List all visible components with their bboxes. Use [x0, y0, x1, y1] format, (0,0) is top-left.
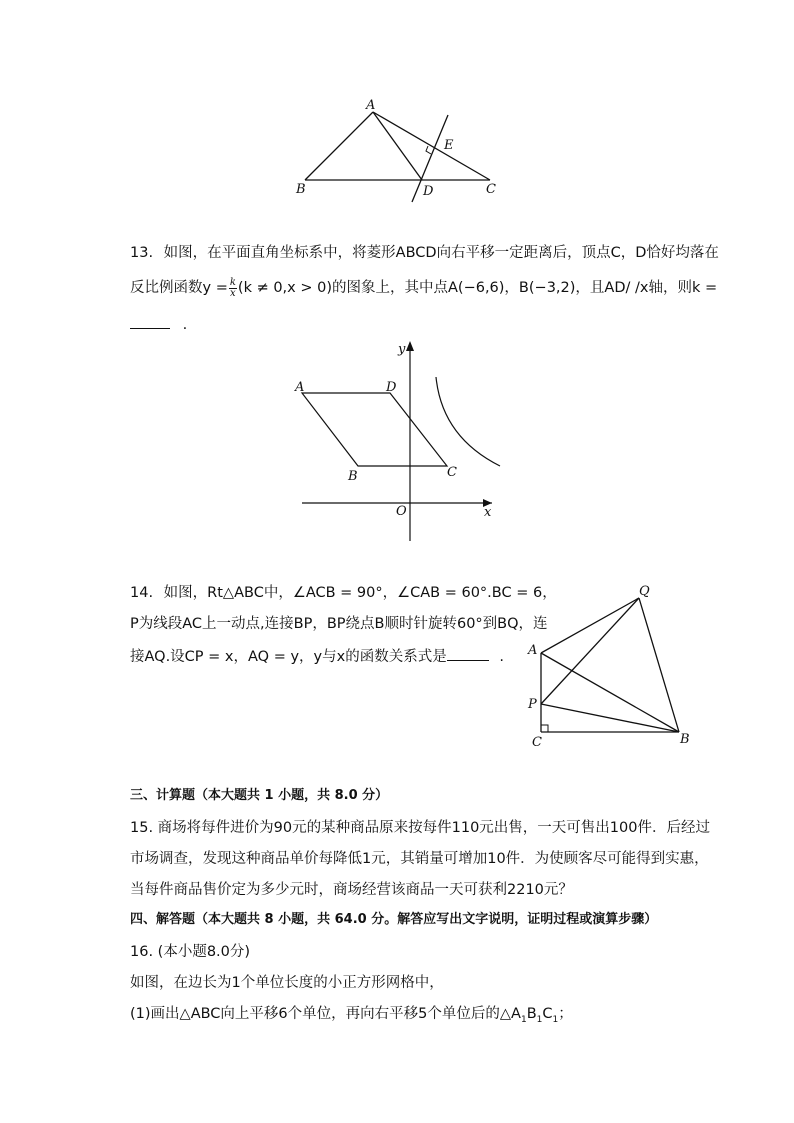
fraction-denominator: x — [230, 287, 236, 299]
label-x: x — [484, 505, 492, 520]
q13-line3 — [130, 314, 187, 336]
fraction-numerator: k — [229, 276, 236, 288]
label-Q: Q — [639, 584, 650, 599]
q14-text-line1: 如图，Rt△ABC中，∠ACB = 90°，∠CAB = 60°.BC = 6， — [163, 585, 557, 601]
q16-letter-C: C — [542, 1006, 553, 1022]
subscript-1: 1 — [552, 1014, 559, 1025]
figure-q12-triangle — [290, 90, 510, 210]
label-y: y — [398, 342, 406, 357]
q14-line3-end: . — [499, 649, 504, 665]
fraction-k-over-x — [229, 278, 237, 299]
q14-text-line3: 接AQ.设CP = x，AQ = y，y与x的函数关系式是 — [130, 649, 447, 665]
q15-line2: 市场调查，发现这种商品单价每降低1元，其销量可增加10件．为使顾客尽可能得到实惠， — [130, 851, 709, 867]
q16-line2-prefix: (1)画出△ABC向上平移6个单位，再向右平移5个单位后的△A — [130, 1006, 521, 1022]
q14-text-line2: P为线段AC上一动点,连接BP，BP绕点B顺时针旋转60°到BQ，连 — [130, 616, 548, 632]
q16-header: 16. (本小题8.0分) — [130, 944, 251, 960]
q13-line1 — [130, 242, 719, 264]
section-4-title: 四、解答题（本大题共 8 小题，共 64.0 分。解答应写出文字说明，证明过程或演算步骤） — [130, 912, 658, 927]
q13-line2 — [130, 277, 717, 299]
q13-line2-prefix: 反比例函数y = — [130, 280, 228, 296]
section-3-title: 三、计算题（本大题共 1 小题，共 8.0 分） — [130, 788, 389, 803]
q14-line3 — [130, 646, 504, 668]
label-A: A — [366, 98, 376, 113]
q13-line3-end: . — [182, 317, 188, 333]
subscript-1: 1 — [536, 1014, 543, 1025]
label-A: A — [295, 380, 305, 395]
label-P: P — [528, 697, 537, 712]
q15-line1: 15. 商场将每件进价为90元的某种商品原来按每件110元出售，一天可售出100件．后经过 — [130, 820, 710, 836]
answer-blank-q13[interactable] — [130, 314, 170, 329]
q16-letter-B: B — [526, 1006, 537, 1022]
q16-line1: 如图，在边长为1个单位长度的小正方形网格中， — [130, 975, 444, 991]
q14-line2 — [130, 613, 548, 635]
label-C: C — [486, 182, 496, 197]
subscript-1: 1 — [520, 1014, 527, 1025]
label-D: D — [386, 380, 397, 395]
label-E: E — [444, 138, 454, 153]
q15-line3: 当每件商品售价定为多少元时，商场经营该商品一天可获利2210元？ — [130, 882, 573, 898]
label-B: B — [296, 182, 306, 197]
label-B: B — [680, 732, 690, 747]
figure-q14-triangles — [522, 580, 702, 750]
q13-text-line1: 如图，在平面直角坐标系中，将菱形ABCD向右平移一定距离后，顶点C，D恰好均落在 — [163, 245, 719, 261]
q16-line2-end: ； — [558, 1006, 573, 1022]
answer-blank-q14[interactable] — [447, 646, 489, 661]
figure-q13-rhombus — [290, 335, 510, 550]
q16-line2 — [130, 1003, 573, 1031]
q14-line1 — [130, 582, 557, 604]
label-D: D — [423, 184, 434, 199]
label-O: O — [396, 504, 407, 519]
q13-number: 13. — [130, 245, 154, 261]
label-B: B — [348, 469, 358, 484]
q13-line2-suffix: (k ≠ 0,x > 0)的图象上，其中点A(−6,6)，B(−3,2)，且AD/ /x轴，则k = — [237, 280, 718, 296]
label-C: C — [447, 465, 457, 480]
q14-number: 14. — [130, 585, 154, 601]
label-C: C — [532, 735, 542, 750]
label-A: A — [528, 643, 538, 658]
